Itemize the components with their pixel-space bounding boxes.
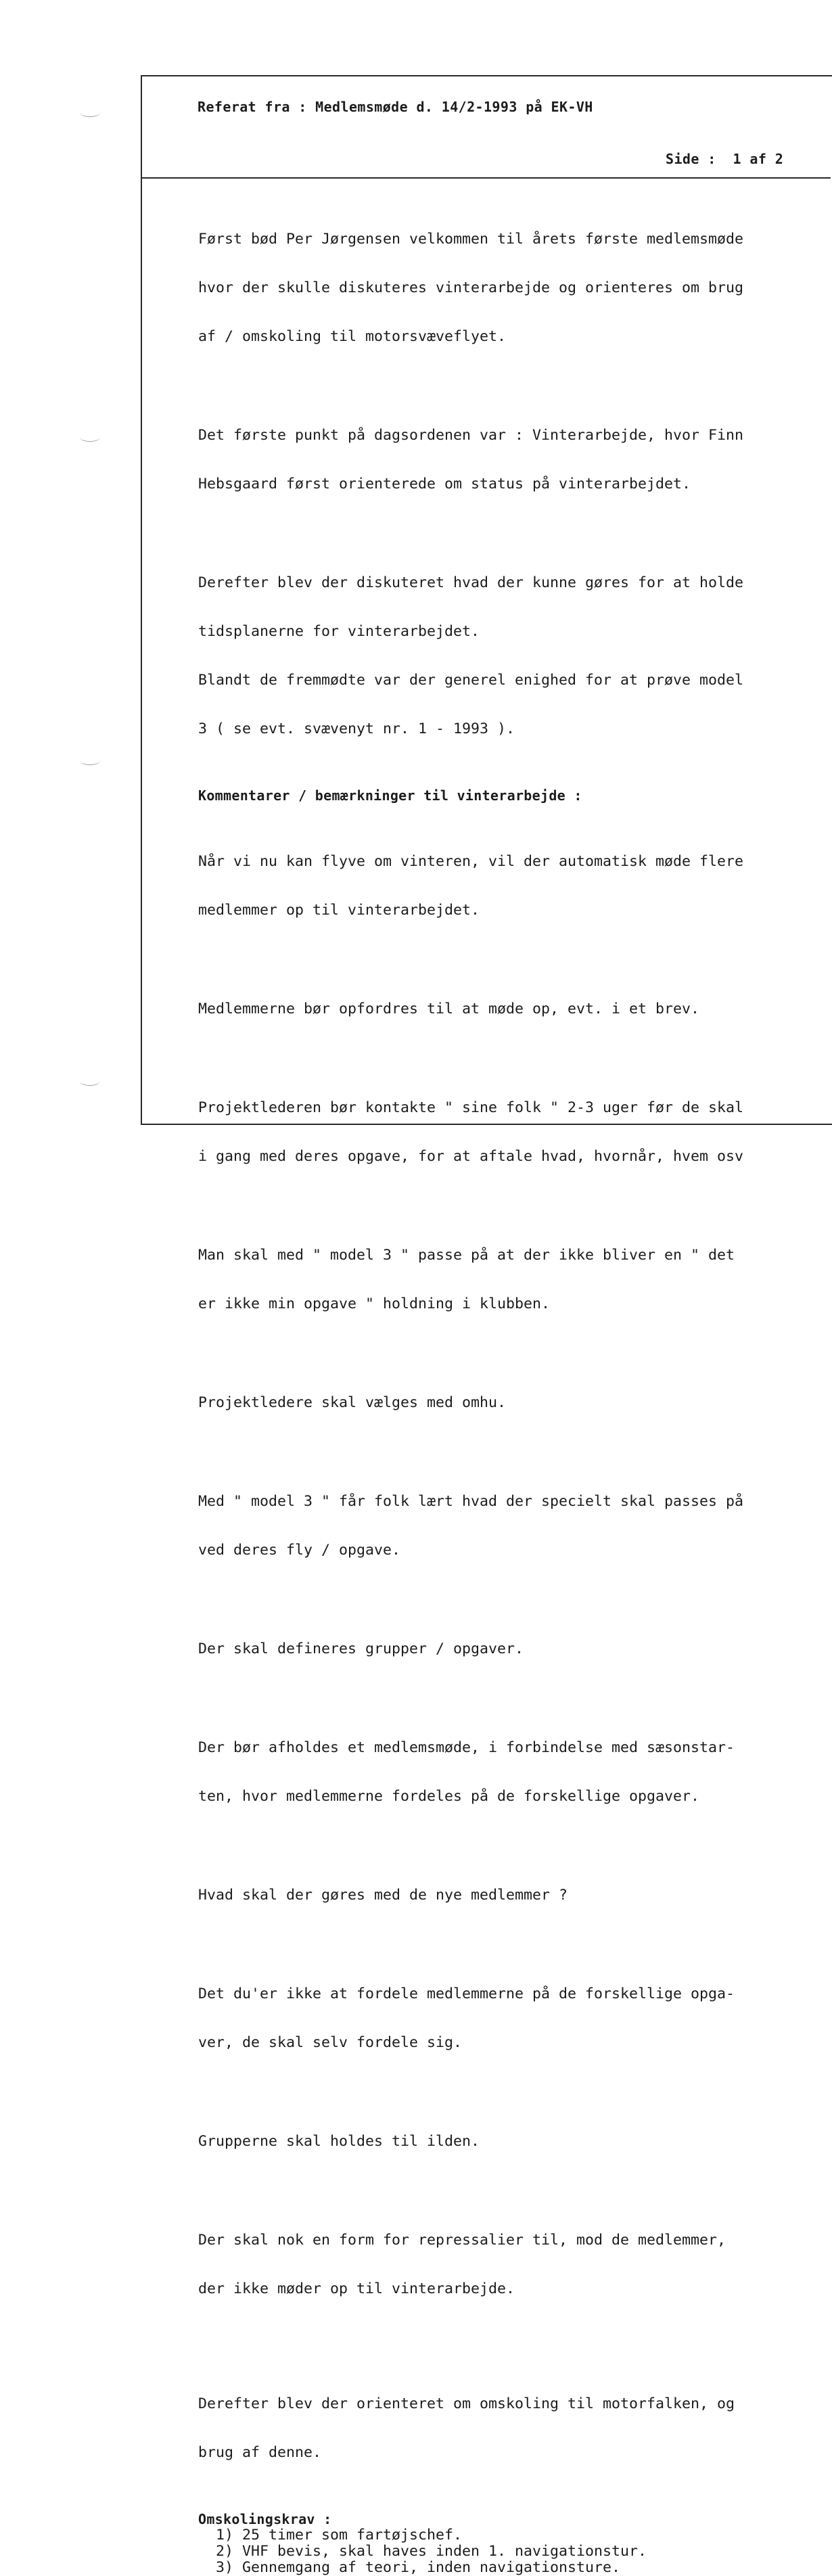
requirements-list bbox=[198, 2527, 831, 2576]
text-line: af / omskoling til motorsvæveflyet. bbox=[198, 328, 507, 345]
paragraph-discussion bbox=[198, 543, 831, 770]
list-item: 2) VHF bevis, skal haves inden 1. navigationstur. bbox=[216, 2543, 647, 2560]
requirements-heading: Omskolingskrav : bbox=[198, 2511, 332, 2527]
text-line: Når vi nu kan flyve om vinteren, vil der automatisk møde flere bbox=[198, 853, 744, 870]
paragraph-welcome bbox=[198, 199, 831, 377]
text-line: Der skal nok en form for repressalier til, mod de medlemmer, bbox=[198, 2232, 726, 2249]
list-item: 3) Gennemgang af teori, inden navigationsture. bbox=[216, 2559, 621, 2576]
page-number: Side : 1 af 2 bbox=[666, 151, 784, 167]
binder-hole-mark bbox=[80, 756, 100, 765]
comment-item bbox=[198, 1067, 831, 1197]
header-divider bbox=[141, 177, 831, 179]
comment-item bbox=[198, 2101, 831, 2182]
document-title: Referat fra : Medlemsmøde d. 14/2-1993 på EK-VH bbox=[198, 99, 593, 115]
text-line: 3 ( se evt. svævenyt nr. 1 - 1993 ). bbox=[198, 720, 515, 737]
text-line: medlemmer op til vinterarbejdet. bbox=[198, 902, 480, 919]
text-line: i gang med deres opgave, for at aftale hvad, hvornår, hvem osv bbox=[198, 1148, 744, 1165]
comment-item bbox=[198, 1461, 831, 1591]
text-line: ten, hvor medlemmerne fordeles på de forskellige opgaver. bbox=[198, 1788, 700, 1805]
comment-item bbox=[198, 821, 831, 951]
document-body bbox=[198, 199, 831, 2576]
section-heading-comments: Kommentarer / bemærkninger til vinterarbejde : bbox=[198, 787, 582, 804]
text-line: ved deres fly / opgave. bbox=[198, 1542, 401, 1559]
text-line: Det du'er ikke at fordele medlemmerne på de forskellige opga- bbox=[198, 1985, 735, 2002]
text-line: Først bød Per Jørgensen velkommen til årets første medlemsmøde bbox=[198, 231, 744, 248]
text-line: Med " model 3 " får folk lært hvad der specielt skal passes på bbox=[198, 1493, 744, 1510]
comment-item bbox=[198, 1707, 831, 1837]
binder-hole-mark bbox=[80, 108, 100, 117]
text-line: Medlemmerne bør opfordres til at møde op, evt. i et brev. bbox=[198, 1001, 700, 1017]
text-line: Der bør afholdes et medlemsmøde, i forbindelse med sæsonstar- bbox=[198, 1739, 735, 1756]
comment-item bbox=[198, 969, 831, 1050]
text-line: Det første punkt på dagsordenen var : Vinterarbejde, hvor Finn bbox=[198, 427, 744, 444]
comment-item bbox=[198, 1609, 831, 1690]
text-line: brug af denne. bbox=[198, 2444, 322, 2461]
requirements-section bbox=[198, 2511, 831, 2576]
text-line: Grupperne skal holdes til ilden. bbox=[198, 2133, 480, 2150]
text-line: tidsplanerne for vinterarbejdet. bbox=[198, 623, 480, 640]
text-line: Hvad skal der gøres med de nye medlemmer ? bbox=[198, 1887, 568, 1904]
comment-item bbox=[198, 1215, 831, 1345]
paragraph-agenda bbox=[198, 395, 831, 525]
text-line: Projektledere skal vælges med omhu. bbox=[198, 1394, 507, 1411]
text-line: Der skal defineres grupper / opgaver. bbox=[198, 1640, 524, 1657]
text-line: Projektlederen bør kontakte " sine folk " 2-3 uger før de skal bbox=[198, 1099, 744, 1116]
text-line: hvor der skulle diskuteres vinterarbejde og orienteres om brug bbox=[198, 279, 744, 296]
comment-item bbox=[198, 1954, 831, 2084]
list-item: 1) 25 timer som fartøjschef. bbox=[216, 2527, 463, 2544]
text-line: er ikke min opgave " holdning i klubben. bbox=[198, 1295, 551, 1312]
binder-hole-mark bbox=[80, 1077, 100, 1086]
text-line: Hebsgaard først orienterede om status på vinterarbejdet. bbox=[198, 476, 691, 492]
comment-item bbox=[198, 1362, 831, 1444]
text-line: Derefter blev der diskuteret hvad der kunne gøres for at holde bbox=[198, 574, 744, 591]
comment-item bbox=[198, 2200, 831, 2330]
comment-item bbox=[198, 1855, 831, 1936]
binder-hole-mark bbox=[80, 433, 100, 442]
text-line: Derefter blev der orienteret om omskoling til motorfalken, og bbox=[198, 2395, 735, 2412]
blank-gap bbox=[198, 2347, 831, 2364]
text-line: ver, de skal selv fordele sig. bbox=[198, 2034, 463, 2051]
paragraph-retraining bbox=[198, 2364, 831, 2493]
text-line: der ikke møder op til vinterarbejde. bbox=[198, 2280, 515, 2297]
text-line: Man skal med " model 3 " passe på at der ikke bliver en " det bbox=[198, 1247, 735, 1264]
text-line: Blandt de fremmødte var der generel enighed for at prøve model bbox=[198, 672, 744, 689]
